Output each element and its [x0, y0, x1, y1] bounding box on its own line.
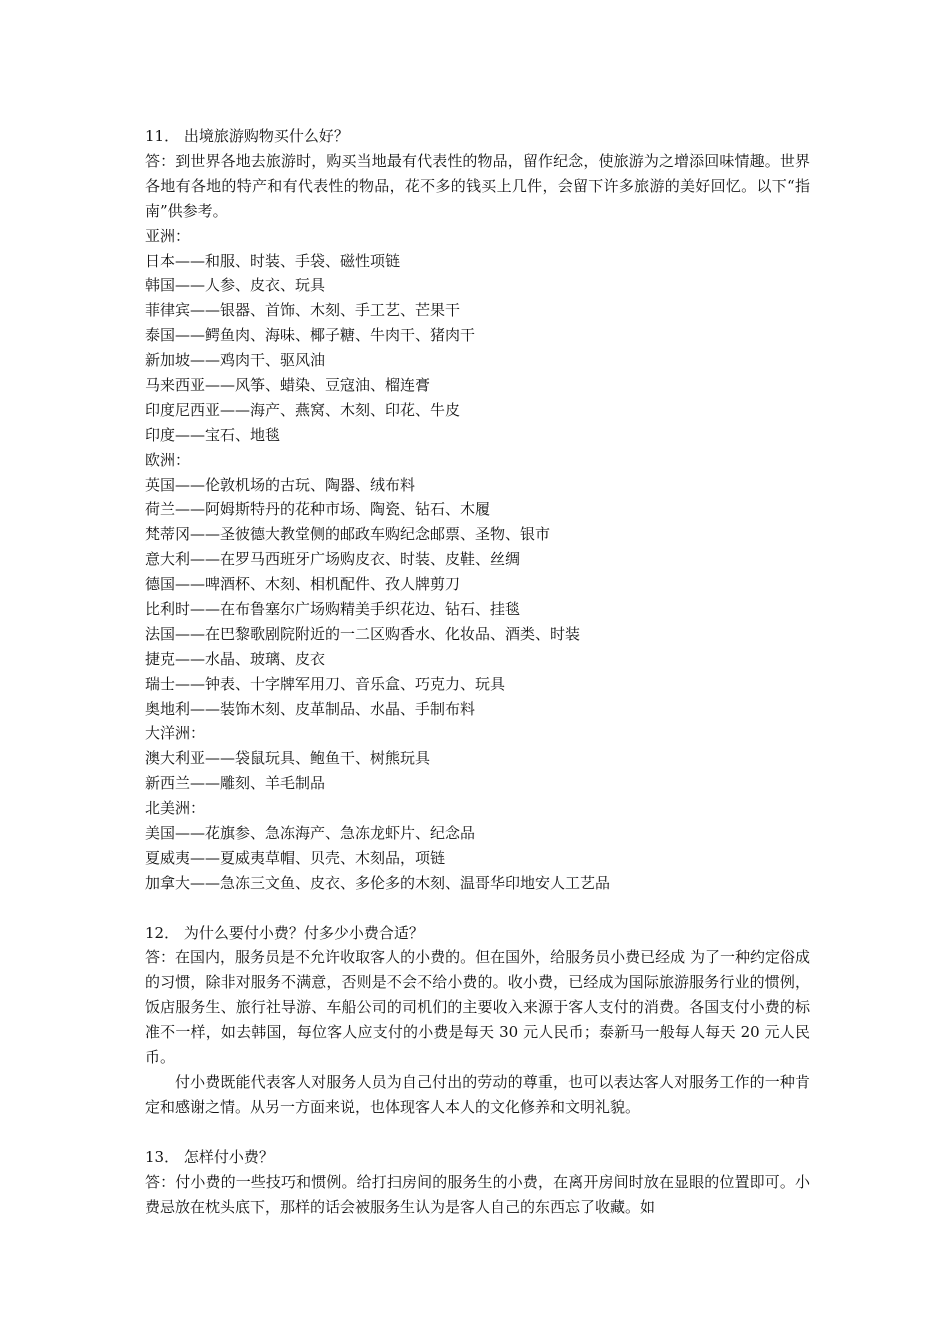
document-page [145, 124, 810, 1219]
answer-13: 答：付小费的一些技巧和惯例。给打扫房间的服务生的小费，在离开房间时放在显眼的位置即可。小费忌放在枕头底下，那样的话会被服务生认为是客人自己的东西忘了收藏。如 [145, 1172, 810, 1216]
list-item: 瑞士——钟表、十字牌军用刀、音乐盒、巧克力、玩具 [145, 674, 506, 693]
list-item: 梵蒂冈——圣彼德大教堂侧的邮政车购纪念邮票、圣物、银市 [145, 525, 551, 544]
region-asia: 亚洲： [145, 226, 191, 245]
list-item: 新加坡——鸡肉干、驱风油 [145, 351, 326, 370]
list-item: 捷克——水晶、玻璃、皮衣 [145, 649, 326, 668]
list-item: 日本——和服、时装、手袋、磁性项链 [145, 251, 401, 270]
list-item: 比利时——在布鲁塞尔广场购精美手织花边、钻石、挂毯 [145, 599, 521, 618]
list-item: 德国——啤酒杯、木刻、相机配件、孜人牌剪刀 [145, 575, 461, 594]
list-item: 马来西亚——风筝、蜡染、豆寇油、榴连膏 [145, 375, 431, 394]
question-13: 13． 怎样付小费？ [145, 1147, 274, 1166]
list-item: 法国——在巴黎歌剧院附近的一二区购香水、化妆品、酒类、时装 [145, 624, 581, 643]
list-item: 印度尼西亚——海产、燕窝、木刻、印花、牛皮 [145, 400, 461, 419]
list-item: 意大利——在罗马西班牙广场购皮衣、时装、皮鞋、丝绸 [145, 550, 521, 569]
list-item: 澳大利亚——袋鼠玩具、鲍鱼干、树熊玩具 [145, 749, 431, 768]
list-item: 泰国——鳄鱼肉、海味、椰子糖、牛肉干、猪肉干 [145, 326, 476, 345]
list-item: 英国——伦敦机场的古玩、陶器、绒布料 [145, 475, 416, 494]
question-11: 11． 出境旅游购物买什么好？ [145, 127, 349, 145]
list-item: 菲律宾——银器、首饰、木刻、手工艺、芒果干 [145, 301, 461, 320]
section-spacer [145, 1120, 810, 1145]
answer-11: 答：到世界各地去旅游时，购买当地最有代表性的物品，留作纪念，使旅游为之增添回味情趣。世界各地有各地的特产和有代表性的物品，花不多的钱买上几件，会留下许多旅游的美好回忆。以下“指南”供参考。 [145, 151, 810, 220]
list-item: 新西兰——雕刻、羊毛制品 [145, 774, 326, 793]
shopping-guide-list [145, 224, 810, 896]
question-12: 12． 为什么要付小费？付多少小费合适？ [145, 923, 424, 942]
list-item: 加拿大——急冻三文鱼、皮衣、多伦多的木刻、温哥华印地安人工艺品 [145, 873, 611, 892]
region-europe: 欧洲： [145, 450, 191, 469]
list-item: 印度——宝石、地毯 [145, 425, 281, 444]
list-item: 韩国——人参、皮衣、玩具 [145, 276, 326, 295]
region-north-america: 北美洲： [145, 799, 206, 818]
list-item: 奥地利——装饰木刻、皮革制品、水晶、手制布料 [145, 699, 476, 718]
answer-12: 答：在国内，服务员是不允许收取客人的小费的。但在国外，给服务员小费已经成 为了一种约定俗成的习惯，除非对服务不满意，否则是不会不给小费的。收小费，已经成为国际旅游服务行业的惯例，饭店服务生、旅行社导游、车船公司的司机们的主要收入来源于客人支付的消费。各国支付小费的标准不一样，如去韩国，每位客人应支付的小费是每天 30 元人民币；泰新马一般每人每天 20 元人民币。 [145, 948, 810, 1067]
list-item: 美国——花旗参、急冻海产、急冻龙虾片、纪念品 [145, 824, 476, 842]
list-item: 荷兰——阿姆斯特丹的花种市场、陶瓷、钻石、木履 [145, 500, 491, 519]
list-item: 夏威夷——夏威夷草帽、贝壳、木刻品，项链 [145, 848, 446, 867]
answer-12-paragraph-2: 付小费既能代表客人对服务人员为自己付出的劳动的尊重，也可以表达客人对服务工作的一种肯定和感谢之情。从另一方面来说，也体现客人本人的文化修养和文明礼貌。 [145, 1073, 810, 1116]
region-oceania: 大洋洲： [145, 724, 206, 743]
section-spacer [145, 896, 810, 921]
